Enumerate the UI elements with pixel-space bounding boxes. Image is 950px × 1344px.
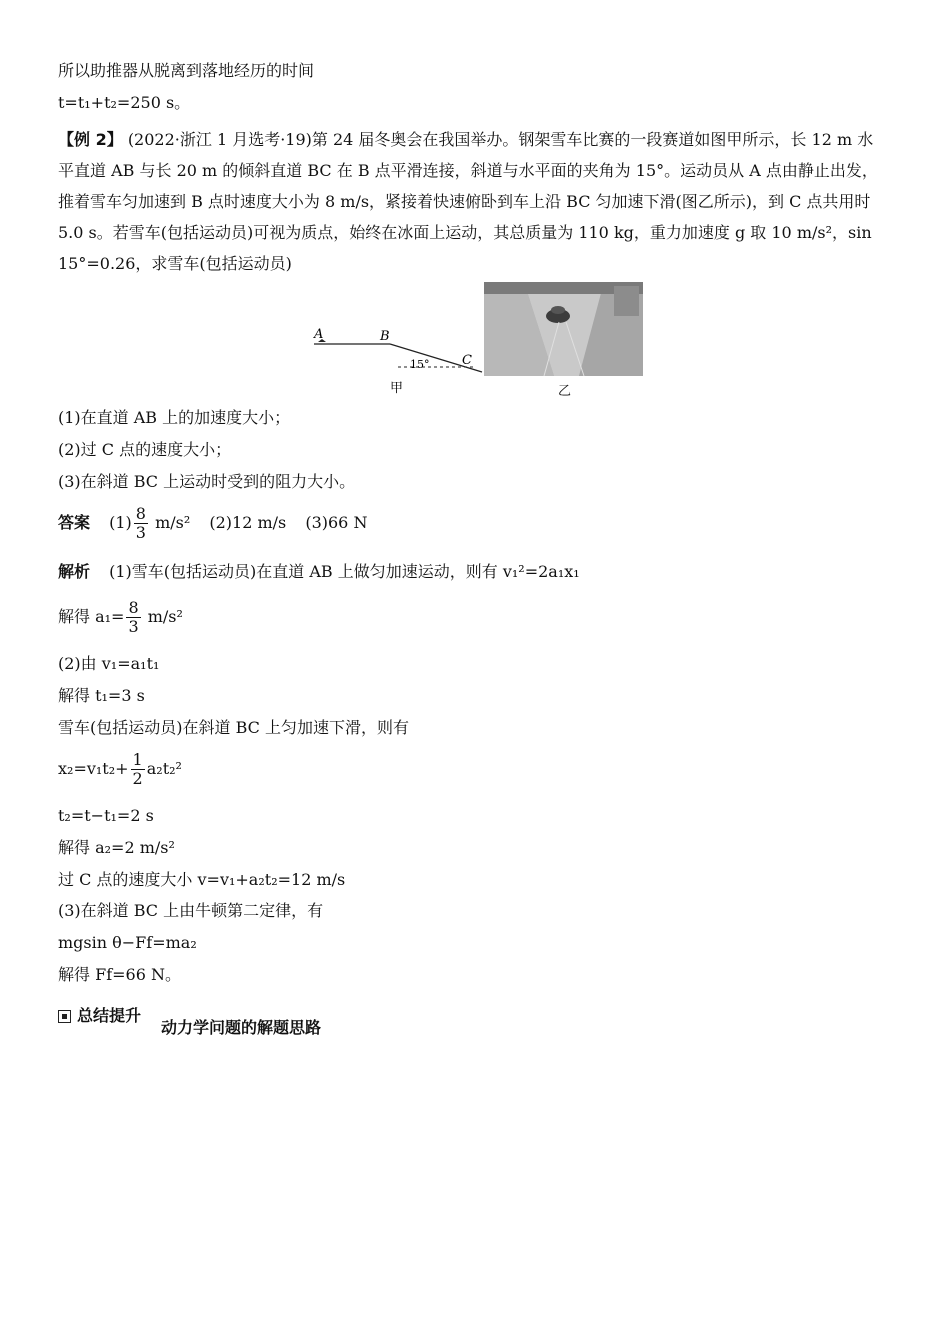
analysis-row xyxy=(58,561,580,583)
example-paragraph xyxy=(58,124,888,279)
solution-a1-fraction xyxy=(126,599,140,636)
solution-x2-suffix: a₂t₂² xyxy=(146,759,182,778)
fraction-numerator: 8 xyxy=(135,504,146,523)
analysis-label: 解析 xyxy=(58,562,91,581)
example-label: 【例 2】 xyxy=(58,130,123,149)
solution-line: mgsin θ−Ff=ma₂ xyxy=(58,933,197,952)
sled-photo xyxy=(484,282,643,376)
example-text: (2022·浙江 1 月选考·19)第 24 届冬奥会在我国举办。钢架雪车比赛的一段赛道如图甲所示，长 12 m 水平直道 AB 与长 20 m 的倾斜直道 BC 在 B 点平滑连接，斜道与水平面的夹角为 15°。运动员从 A 点由静止出发，推着雪车匀加速到 B 点时速度大小为 8 m/s，紧接着快速俯卧到车上沿 BC 匀加速下滑(图乙所示)，到 C 点共用时 5.0 s。若雪车(包括运动员)可视为质点，始终在冰面上运动，其总质量为 110 kg，重力加速度 g 取 10 m/s²，sin 15°=0.26，求雪车(包括运动员) xyxy=(58,130,878,273)
solution-a1-unit: m/s² xyxy=(147,607,183,626)
track-diagram xyxy=(300,318,490,398)
solution-line: 雪车(包括运动员)在斜道 BC 上匀加速下滑，则有 xyxy=(58,718,409,737)
equation-line: t=t₁+t₂=250 s。 xyxy=(58,93,191,112)
solution-x2-prefix: x₂=v₁t₂+ xyxy=(58,759,129,778)
label-b: B xyxy=(380,329,390,344)
solution-line: 解得 Ff=66 N。 xyxy=(58,965,181,984)
solution-line: 解得 a₂=2 m/s² xyxy=(58,838,175,857)
question-1: (1)在直道 AB 上的加速度大小； xyxy=(58,408,291,427)
summary-title: 动力学问题的解题思路 xyxy=(161,1018,322,1037)
summary-header xyxy=(58,1003,141,1026)
fraction-denominator: 3 xyxy=(135,523,146,542)
caption-jia: 甲 xyxy=(390,381,404,396)
solution-x2-fraction xyxy=(131,751,145,788)
angle-label: 15° xyxy=(410,358,430,371)
solution-line: (2)由 v₁=a₁t₁ xyxy=(58,654,160,673)
summary-box-icon xyxy=(58,1010,71,1023)
solution-line: 过 C 点的速度大小 v=v₁+a₂t₂=12 m/s xyxy=(58,870,346,889)
fraction-numerator: 1 xyxy=(132,750,143,769)
label-a: A xyxy=(314,327,324,342)
answer-2: (2)12 m/s xyxy=(209,513,287,532)
fraction-numerator: 8 xyxy=(128,598,139,617)
answer-3: (3)66 N xyxy=(305,513,368,532)
caption-yi: 乙 xyxy=(558,384,572,399)
solution-a1-prefix: 解得 a₁= xyxy=(58,607,125,626)
analysis-1: (1)雪车(包括运动员)在直道 AB 上做匀加速运动，则有 v₁²=2a₁x₁ xyxy=(109,562,580,581)
question-2: (2)过 C 点的速度大小； xyxy=(58,440,232,459)
fraction-denominator: 3 xyxy=(128,617,139,636)
text-line: 所以助推器从脱离到落地经历的时间 xyxy=(58,61,315,80)
answer-row xyxy=(58,504,367,542)
answer-1-prefix: (1) xyxy=(109,513,132,532)
answer-label: 答案 xyxy=(58,513,91,532)
answer-1-unit: m/s² xyxy=(155,513,191,532)
solution-x2 xyxy=(58,750,182,788)
solution-line: t₂=t−t₁=2 s xyxy=(58,806,154,825)
label-c: C xyxy=(462,353,472,368)
photo-illustration xyxy=(484,282,643,376)
solution-line: (3)在斜道 BC 上由牛顿第二定律，有 xyxy=(58,901,324,920)
summary-label: 总结提升 xyxy=(77,1006,142,1025)
solution-a1 xyxy=(58,598,183,636)
fraction-denominator: 2 xyxy=(132,769,143,788)
answer-fraction xyxy=(134,505,148,542)
question-3: (3)在斜道 BC 上运动时受到的阻力大小。 xyxy=(58,472,356,491)
solution-line: 解得 t₁=3 s xyxy=(58,686,145,705)
